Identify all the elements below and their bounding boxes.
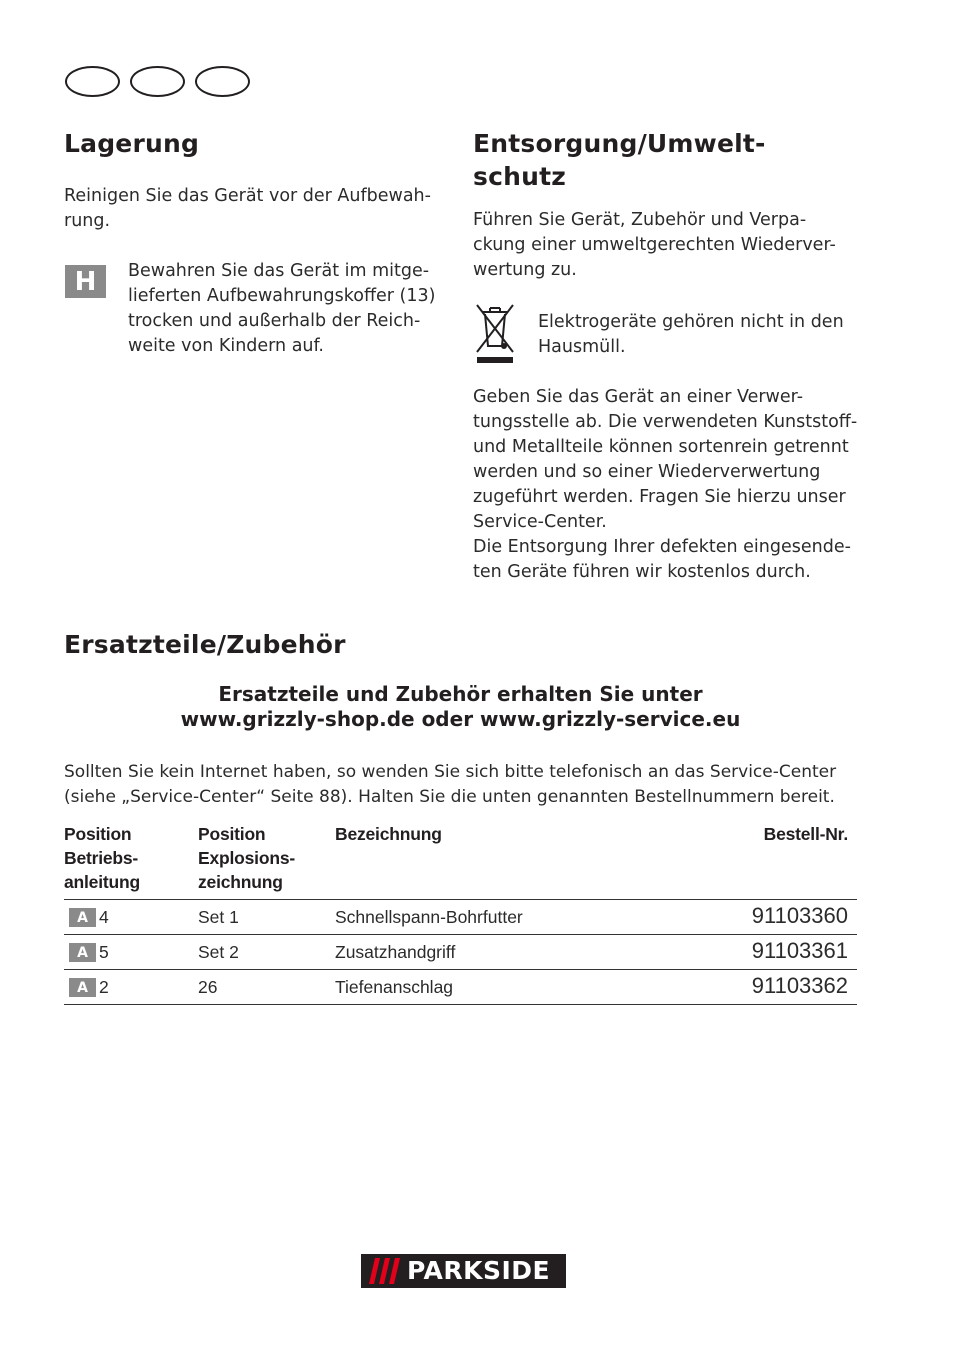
- lagerung-heading: Lagerung: [64, 129, 200, 158]
- language-oval-1: [65, 66, 120, 97]
- text-line: Reinigen Sie das Gerät vor der Aufbewah-: [64, 186, 431, 206]
- cell-description: Schnellspann-Bohrfutter: [335, 907, 523, 927]
- header-line: Position: [198, 824, 266, 844]
- language-oval-3: [195, 66, 250, 97]
- a-badge: A: [69, 943, 96, 962]
- text-line: Ersatzteile und Zubehör erhalten Sie unter: [218, 682, 703, 706]
- text-line: Bewahren Sie das Gerät im mitge-: [128, 261, 430, 281]
- cell-exploded-position: 26: [198, 977, 218, 997]
- entsorgung-paragraph-1: [473, 208, 836, 283]
- text-line: Die Entsorgung Ihrer defekten eingesende-: [473, 537, 851, 557]
- col-header-position-manual: [64, 822, 140, 894]
- table-header: [64, 822, 857, 900]
- ersatzteile-heading: Ersatzteile/Zubehör: [64, 630, 346, 659]
- lagerung-note: [128, 259, 435, 359]
- heading-line: Entsorgung/Umwelt-: [473, 129, 766, 158]
- table-row: [64, 935, 857, 970]
- text-line: (siehe „Service-Center“ Seite 88). Halten Sie die unten genannten Bestellnummern bereit.: [64, 787, 835, 807]
- text-line: Führen Sie Gerät, Zubehör und Verpa-: [473, 210, 807, 230]
- text-line: ten Geräte führen wir kostenlos durch.: [473, 562, 811, 582]
- cell-description: Tiefenanschlag: [335, 977, 454, 997]
- text-line: Sollten Sie kein Internet haben, so wenden Sie sich bitte telefonisch an das Service-Center: [64, 762, 837, 782]
- text-line: und Metallteile können sortenrein getrennt: [473, 437, 849, 457]
- h-badge: H: [65, 265, 106, 298]
- text-line: zugeführt werden. Fragen Sie hierzu unser: [473, 487, 846, 507]
- weee-crossed-bin-icon: [473, 302, 517, 364]
- spare-parts-table: [64, 822, 857, 1005]
- text-line: weite von Kindern auf.: [128, 336, 324, 356]
- text-line: rung.: [64, 211, 111, 231]
- a-badge: A: [69, 908, 96, 927]
- cell-order-number: 91103361: [751, 938, 848, 963]
- cell-position: 2: [99, 977, 109, 997]
- text-line: Service-Center.: [473, 512, 607, 532]
- parkside-logo: [361, 1254, 566, 1288]
- logo-slashes-icon: [367, 1254, 405, 1288]
- header-line: Position: [64, 824, 132, 844]
- table-row: [64, 900, 857, 935]
- cell-position: 5: [99, 942, 109, 962]
- ersatzteile-paragraph: [64, 760, 836, 810]
- text-line: Hausmüll.: [538, 337, 626, 357]
- cell-order-number: 91103362: [751, 973, 848, 998]
- heading-line: schutz: [473, 162, 566, 191]
- header-line: Explosions-: [198, 848, 295, 868]
- language-oval-2: [130, 66, 185, 97]
- cell-position: 4: [99, 907, 109, 927]
- text-line: Geben Sie das Gerät an einer Verwer-: [473, 387, 804, 407]
- col-header-description: Bezeichnung: [335, 824, 442, 844]
- entsorgung-heading: [473, 127, 766, 193]
- text-line: lieferten Aufbewahrungskoffer (13): [128, 286, 436, 306]
- col-header-position-exploded: [198, 822, 295, 894]
- header-line: zeichnung: [198, 872, 283, 892]
- logo-text: PARKSIDE: [407, 1256, 551, 1285]
- header-line: Betriebs-: [64, 848, 139, 868]
- header-line: anleitung: [64, 872, 140, 892]
- lagerung-paragraph: [64, 184, 431, 234]
- text-line: ckung einer umweltgerechten Wiederver-: [473, 235, 836, 255]
- shop-info: [64, 682, 857, 732]
- a-badge: A: [69, 978, 96, 997]
- text-line: wertung zu.: [473, 260, 577, 280]
- cell-exploded-position: Set 1: [198, 907, 239, 927]
- cell-exploded-position: Set 2: [198, 942, 239, 962]
- weee-note: [538, 310, 844, 360]
- text-line: tungsstelle ab. Die verwendeten Kunststoff-: [473, 412, 858, 432]
- col-header-order-number: Bestell-Nr.: [763, 824, 848, 844]
- text-line: Elektrogeräte gehören nicht in den: [538, 312, 844, 332]
- cell-description: Zusatzhandgriff: [335, 942, 456, 962]
- shop-links: www.grizzly-shop.de oder www.grizzly-service.eu: [180, 707, 741, 731]
- cell-order-number: 91103360: [751, 903, 848, 928]
- text-line: werden und so einer Wiederverwertung: [473, 462, 821, 482]
- text-line: trocken und außerhalb der Reich-: [128, 311, 421, 331]
- table-row: [64, 970, 857, 1005]
- entsorgung-paragraph-2: [473, 385, 857, 585]
